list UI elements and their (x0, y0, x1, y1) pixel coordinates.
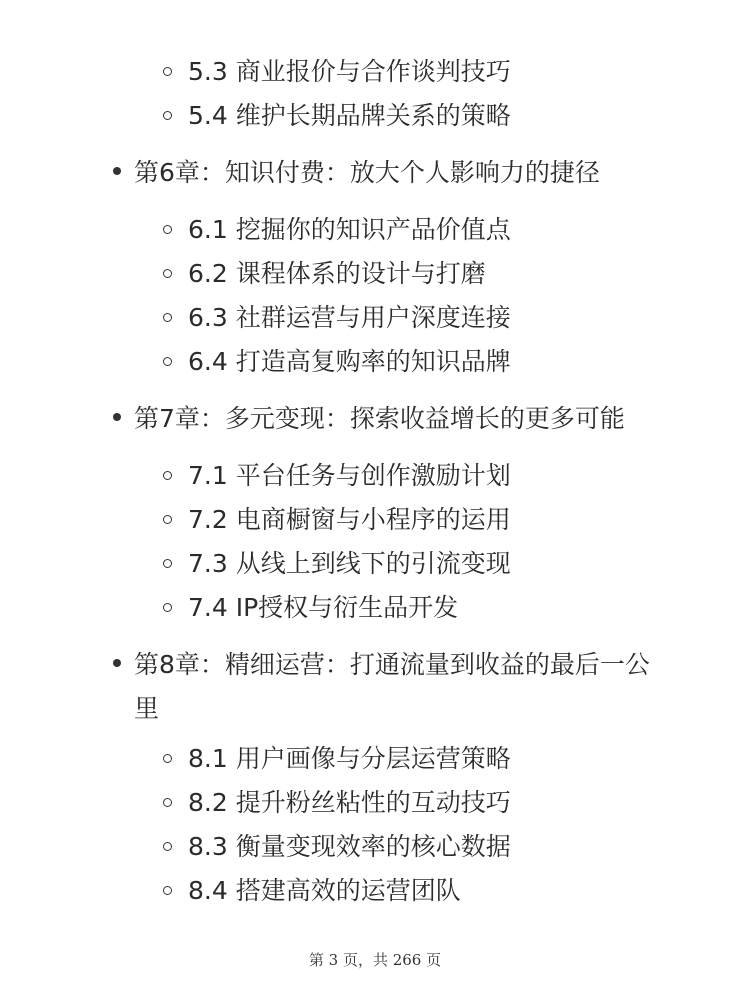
hollow-bullet-icon (163, 842, 172, 851)
toc-subsection (0, 298, 750, 338)
toc-subsection (0, 544, 750, 584)
toc-subsection-text: 7.4 IP授权与衍生品开发 (188, 593, 459, 622)
toc-subsection (0, 96, 750, 136)
filled-bullet-icon (113, 659, 121, 667)
toc-subsection (0, 588, 750, 628)
toc-subsection-text: 8.1 用户画像与分层运营策略 (188, 744, 511, 773)
toc-subsection-text: 8.4 搭建高效的运营团队 (188, 876, 461, 905)
hollow-bullet-icon (163, 515, 172, 524)
toc-subsection-text: 6.3 社群运营与用户深度连接 (188, 303, 511, 332)
hollow-bullet-icon (163, 357, 172, 366)
toc-subsection-text: 5.3 商业报价与合作谈判技巧 (188, 57, 511, 86)
hollow-bullet-icon (163, 754, 172, 763)
toc-chapter-text: 第6章：知识付费：放大个人影响力的捷径 (134, 158, 600, 187)
toc-subsection (0, 342, 750, 382)
toc-subsection-text: 6.4 打造高复购率的知识品牌 (188, 347, 511, 376)
hollow-bullet-icon (163, 269, 172, 278)
toc-subsection-text: 6.1 挖掘你的知识产品价值点 (188, 215, 511, 244)
hollow-bullet-icon (163, 313, 172, 322)
toc-subsection (0, 871, 750, 911)
toc-subsection-text: 5.4 维护长期品牌关系的策略 (188, 101, 511, 130)
toc-subsection-text: 8.3 衡量变现效率的核心数据 (188, 832, 511, 861)
filled-bullet-icon (113, 167, 121, 175)
hollow-bullet-icon (163, 886, 172, 895)
toc-subsection-text: 7.1 平台任务与创作激励计划 (188, 461, 511, 490)
hollow-bullet-icon (163, 111, 172, 120)
hollow-bullet-icon (163, 471, 172, 480)
toc-subsection (0, 827, 750, 867)
toc-subsection-text: 6.2 课程体系的设计与打磨 (188, 259, 486, 288)
hollow-bullet-icon (163, 559, 172, 568)
toc-subsection (0, 739, 750, 779)
toc-subsection (0, 783, 750, 823)
toc-subsection-text: 7.3 从线上到线下的引流变现 (188, 549, 511, 578)
toc-subsection-text: 7.2 电商橱窗与小程序的运用 (188, 505, 511, 534)
toc-subsection (0, 500, 750, 540)
filled-bullet-icon (113, 413, 121, 421)
hollow-bullet-icon (163, 225, 172, 234)
toc-subsection (0, 52, 750, 92)
toc-chapter-text: 第7章：多元变现：探索收益增长的更多可能 (134, 404, 625, 433)
toc-subsection (0, 210, 750, 250)
toc-subsection (0, 456, 750, 496)
hollow-bullet-icon (163, 603, 172, 612)
hollow-bullet-icon (163, 67, 172, 76)
hollow-bullet-icon (163, 798, 172, 807)
toc-chapter-text: 第8章：精细运营：打通流量到收益的最后一公里 (134, 650, 650, 723)
page-number-footer: 第 3 页，共 266 页 (308, 951, 442, 969)
toc-subsection-text: 8.2 提升粉丝粘性的互动技巧 (188, 788, 511, 817)
toc-subsection (0, 254, 750, 294)
